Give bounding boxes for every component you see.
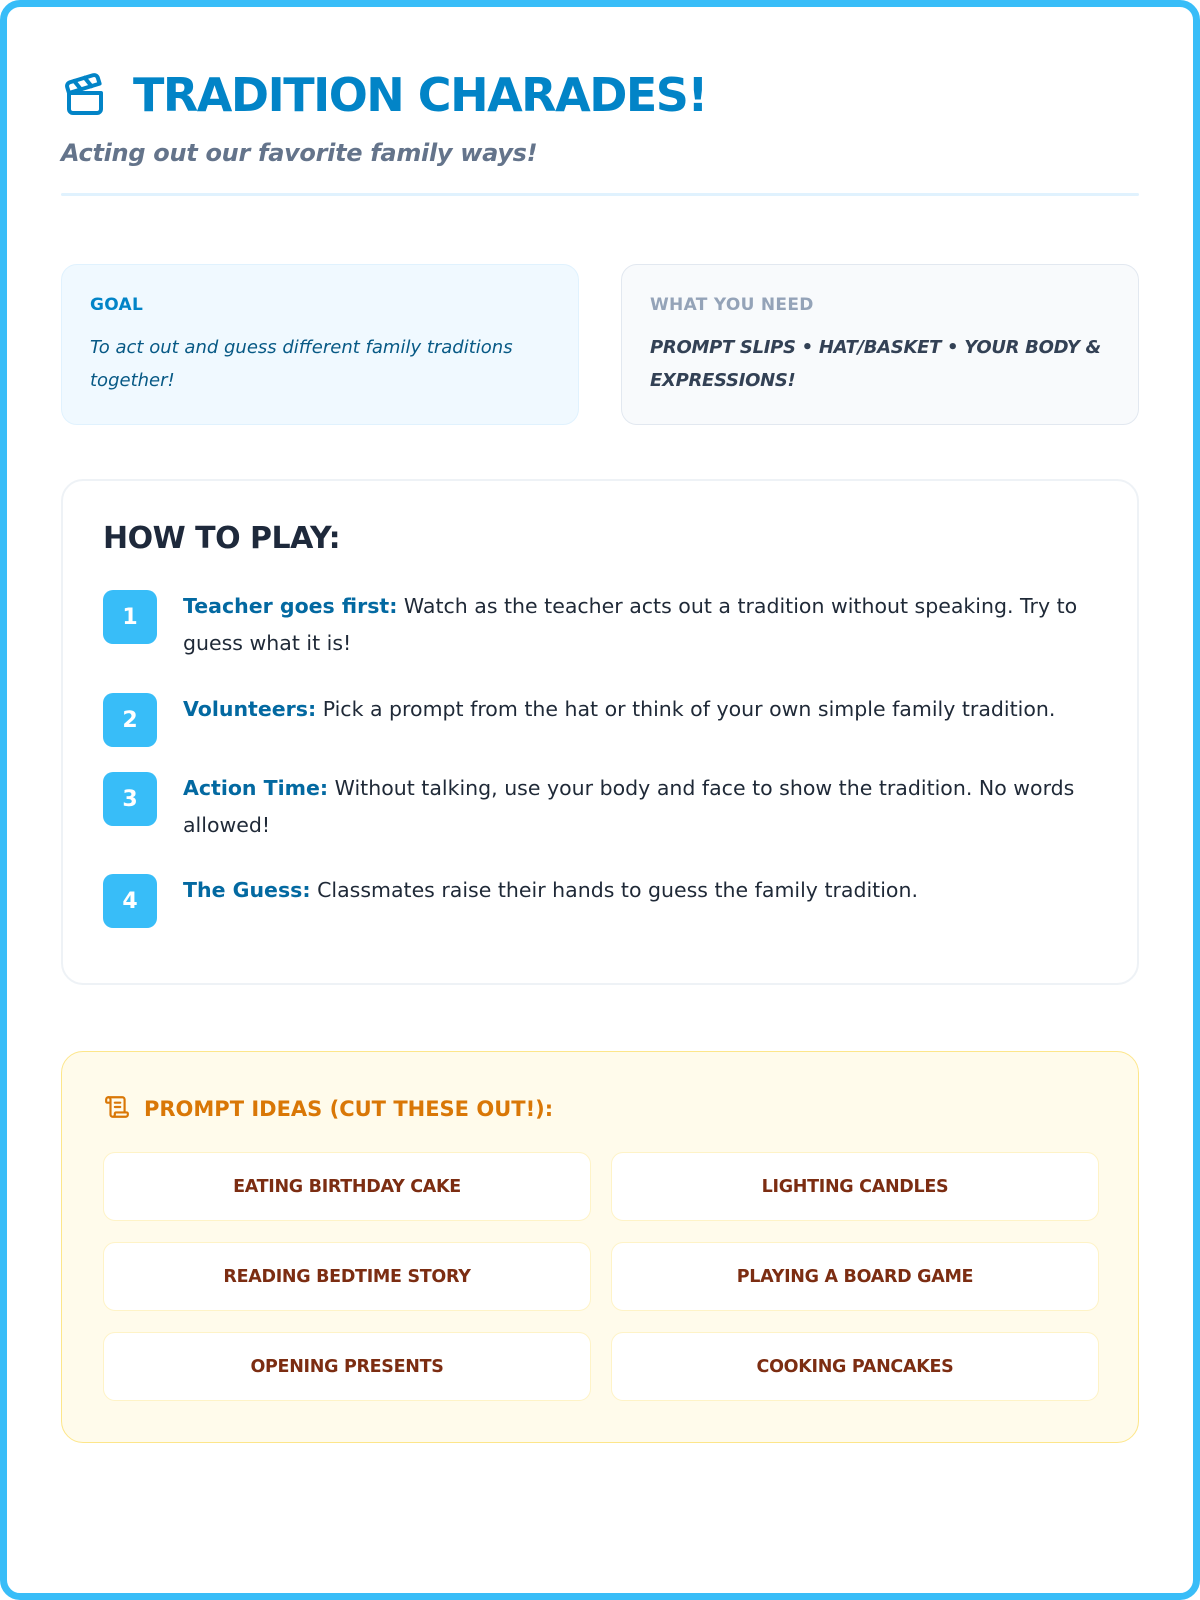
step-heading: The Guess: <box>183 878 311 902</box>
step-number-badge: 3 <box>103 772 157 826</box>
step-item <box>103 590 1097 662</box>
how-to-play-card <box>61 479 1139 985</box>
scroll-icon <box>104 1094 130 1124</box>
step-heading: Teacher goes first: <box>183 594 398 618</box>
step-heading: Action Time: <box>183 776 329 800</box>
step-body: Without talking, use your body and face to show the tradition. No words allowed! <box>183 776 1075 837</box>
page-subtitle: Acting out our favorite family ways! <box>61 139 538 167</box>
needs-label: WHAT YOU NEED <box>650 295 814 315</box>
step-text <box>183 691 1055 728</box>
prompt-ideas-header <box>104 1094 553 1124</box>
prompt-slip: COOKING PANCAKES <box>611 1332 1099 1401</box>
header-divider <box>61 193 1139 196</box>
header <box>61 65 1139 167</box>
prompt-slip: PLAYING A BOARD GAME <box>611 1242 1099 1311</box>
title-row <box>61 65 1139 125</box>
goal-text: To act out and guess different family traditions together! <box>90 337 513 391</box>
step-heading: Volunteers: <box>183 697 317 721</box>
goal-label: GOAL <box>90 295 144 315</box>
prompt-slip: READING BEDTIME STORY <box>103 1242 591 1311</box>
prompt-slip: EATING BIRTHDAY CAKE <box>103 1152 591 1221</box>
step-body: Classmates raise their hands to guess the family tradition. <box>310 878 918 902</box>
step-text <box>183 770 1097 844</box>
step-number-badge: 4 <box>103 874 157 928</box>
prompt-ideas-card <box>61 1051 1139 1443</box>
goal-card <box>61 264 579 425</box>
needs-text: PROMPT SLIPS • HAT/BASKET • YOUR BODY & EXPRESSIONS! <box>650 337 1101 391</box>
prompt-ideas-title: PROMPT IDEAS (CUT THESE OUT!): <box>144 1097 554 1121</box>
step-item <box>103 693 1097 747</box>
page-title: TRADITION CHARADES! <box>133 68 707 122</box>
prompt-slip: OPENING PRESENTS <box>103 1332 591 1401</box>
step-body: Watch as the teacher acts out a tradition without speaking. Try to guess what it is! <box>183 594 1078 655</box>
step-item <box>103 874 1097 928</box>
step-body: Pick a prompt from the hat or think of your own simple family tradition. <box>316 697 1056 721</box>
step-text <box>183 588 1097 662</box>
needs-card <box>621 264 1139 425</box>
step-item <box>103 772 1097 844</box>
step-number-badge: 2 <box>103 693 157 747</box>
clapperboard-icon <box>61 70 111 120</box>
step-text <box>183 872 918 909</box>
how-to-play-title: HOW TO PLAY: <box>103 521 341 556</box>
step-number-badge: 1 <box>103 590 157 644</box>
prompt-slip: LIGHTING CANDLES <box>611 1152 1099 1221</box>
